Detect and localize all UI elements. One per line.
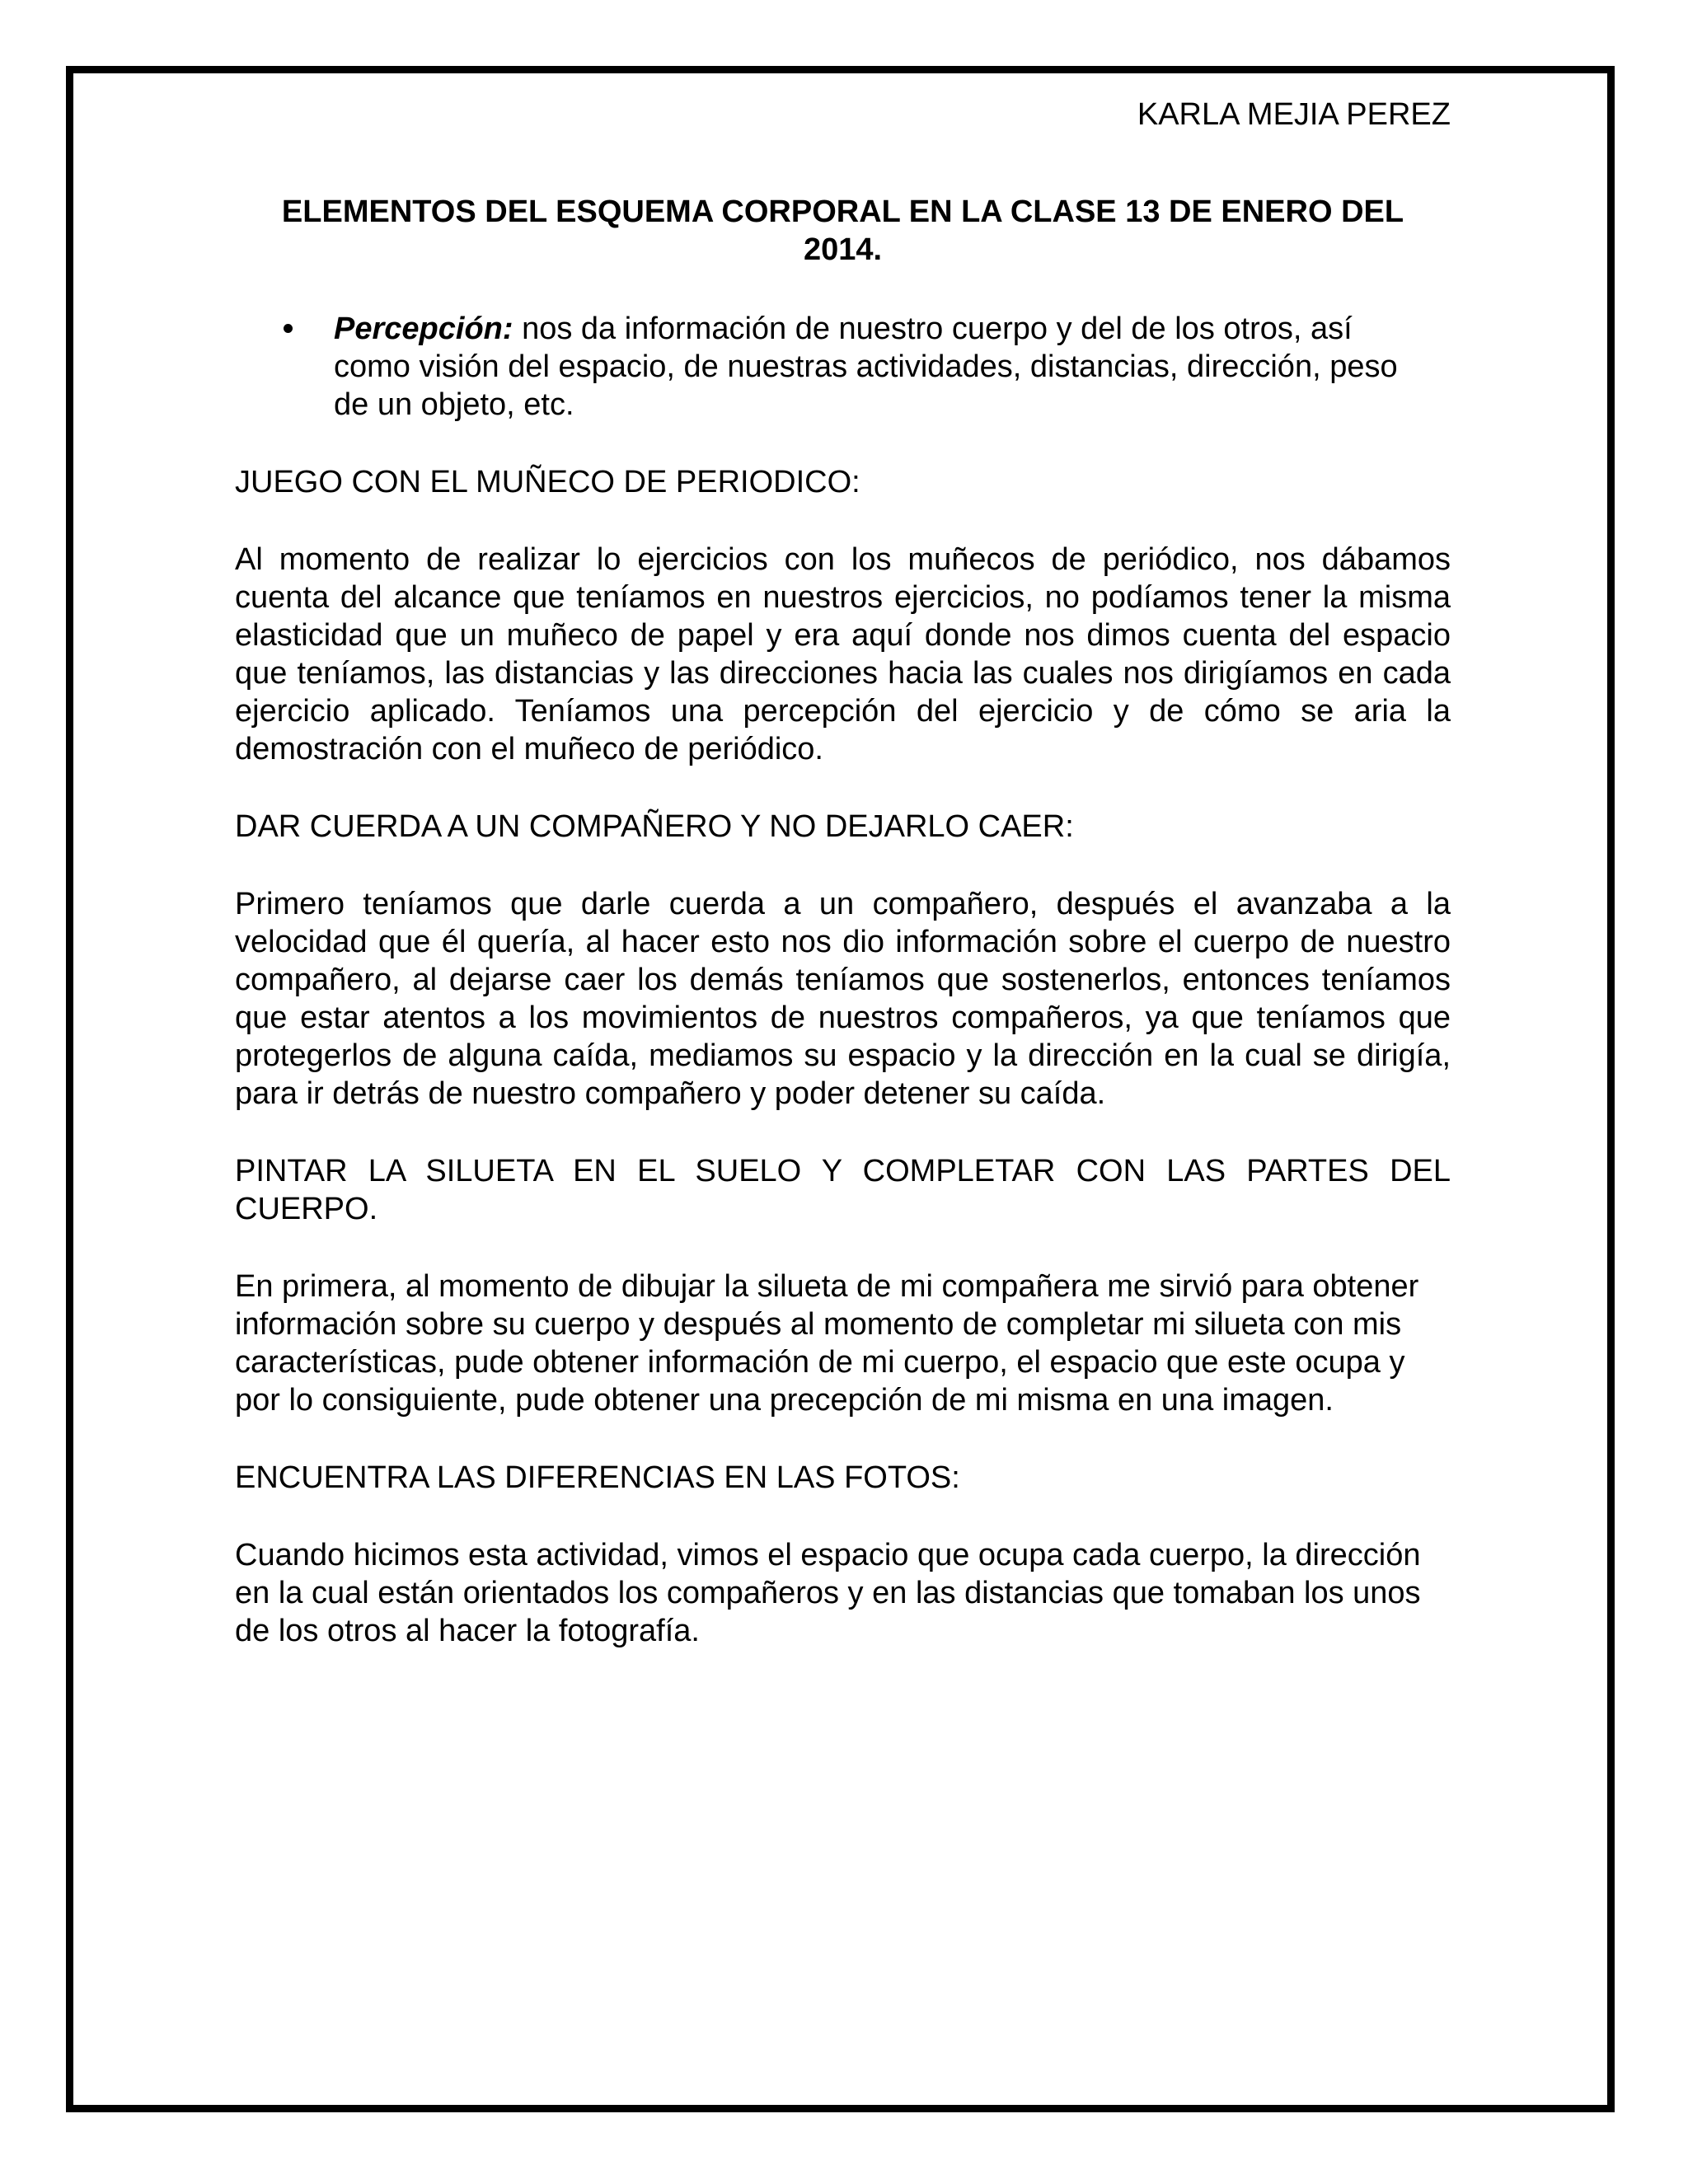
document-content — [235, 96, 1451, 1650]
author-name: KARLA MEJIA PEREZ — [1137, 97, 1451, 132]
document-title: ELEMENTOS DEL ESQUEMA CORPORAL EN LA CLASE 13 DE ENERO DEL 2014. — [281, 194, 1404, 267]
section-body-2: Primero teníamos que darle cuerda a un compañero, después el avanzaba a la velocidad que él quería, al hacer esto nos dio información sobre el cuerpo de nuestro compañero, al dejarse caer los demás teníamos que sostenerlos, entonces teníamos que estar atentos a los movimientos de nuestros compañeros, ya que teníamos que protegerlos de alguna caída, mediamos su espacio y la dirección en la cual se dirigía, para ir detrás de nuestro compañero y poder detener su caída. — [235, 887, 1451, 1111]
bullet-dot-icon — [284, 324, 293, 333]
section-heading-4: ENCUENTRA LAS DIFERENCIAS EN LAS FOTOS: — [235, 1460, 960, 1495]
section-heading-2: DAR CUERDA A UN COMPAÑERO Y NO DEJARLO CAER: — [235, 809, 1074, 844]
section-heading-3: PINTAR LA SILUETA EN EL SUELO Y COMPLETAR CON LAS PARTES DEL CUERPO. — [235, 1154, 1451, 1226]
section-body-4: Cuando hicimos esta actividad, vimos el espacio que ocupa cada cuerpo, la dirección en la cual están orientados los compañeros y en las distancias que tomaban los unos de los otros al hacer la fotografía. — [235, 1538, 1421, 1648]
bullet-term: Percepción: — [334, 312, 513, 346]
section-body-3: En primera, al momento de dibujar la silueta de mi compañera me sirvió para obtener información sobre su cuerpo y después al momento de completar mi silueta con mis características, pude obtener información de mi cuerpo, el espacio que este ocupa y por lo consiguiente, pude obtener una precepción de mi misma en una imagen. — [235, 1269, 1419, 1418]
section-body-1: Al momento de realizar lo ejercicios con los muñecos de periódico, nos dábamos cuenta del alcance que teníamos en nuestros ejercicios, no podíamos tener la misma elasticidad que un muñeco de papel y era aquí donde nos dimos cuenta del espacio que teníamos, las distancias y las direcciones hacia las cuales nos dirigíamos en cada ejercicio aplicado. Teníamos una percepción del ejercicio y de cómo se aria la demostración con el muñeco de periódico. — [235, 542, 1451, 766]
bullet-list — [235, 310, 1430, 424]
bullet-item-percepcion — [334, 310, 1430, 424]
section-heading-1: JUEGO CON EL MUÑECO DE PERIODICO: — [235, 465, 860, 499]
bullet-text: nos da información de nuestro cuerpo y del de los otros, así como visión del espacio, de nuestras actividades, distancias, dirección, peso de un objeto, etc. — [334, 312, 1398, 422]
